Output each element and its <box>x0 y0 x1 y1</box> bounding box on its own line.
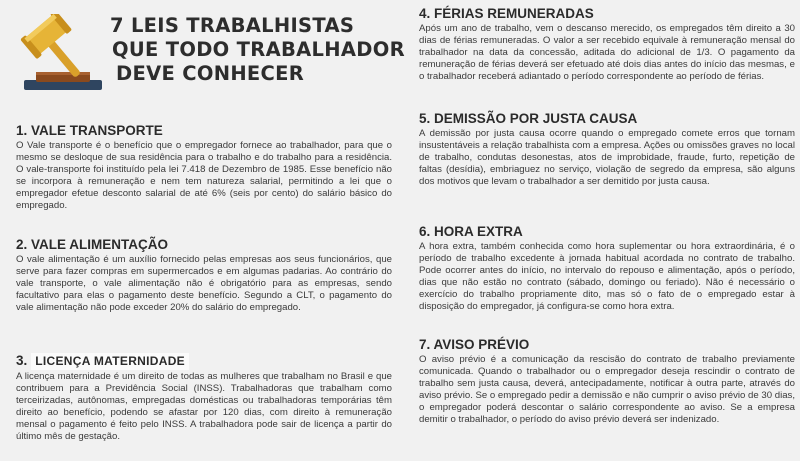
section-heading: 6. HORA EXTRA <box>419 224 523 239</box>
page-title <box>110 14 405 86</box>
section-body: A licença maternidade é um direito de todas as mulheres que trabalham no Brasil e que contribuem para a Previdência Social (INSS). Trabalhadoras que trabalham como terceirizadas, autônomas, empregadas domésticas ou trabalhadoras temporárias têm direito ao benefício, podendo se afastar por 120 dias, com direito à remuneração mensal o pagamento é feito pelo INSS. A trabalhadora pode sair de licença a partir do último mês de gestação. <box>16 371 392 443</box>
section-ferias-remuneradas <box>419 5 795 83</box>
section-heading: 2. VALE ALIMENTAÇÃO <box>16 237 169 252</box>
header <box>6 4 405 116</box>
title-line-2: QUE TODO TRABALHADOR <box>112 38 405 61</box>
section-licenca-maternidade <box>16 352 392 444</box>
section-body: A hora extra, também conhecida como hora suplementar ou hora extraordinária, é o período de trabalho excedente à jornada habitual acordada no contrato de trabalho. Pode ocorrer antes do início, no intervalo do repouso e alimentação, após o período, dias que não estão no contrato (sábado, domingo ou feriado). Não é necessário o exercício do trabalho propriamente dito, mas só o fato de o empregado estar à disposição do empregador, já configura-se como hora extra. <box>419 241 795 313</box>
section-demissao-justa-causa <box>419 110 795 188</box>
section-body: Após um ano de trabalho, vem o descanso merecido, os empregados têm direito a 30 dias de férias remuneradas. O valor a ser recebido equivale à remuneração mensal do trabalhador na data da concessão, aditada do adicional de 1/3. O pagamento da remuneração de férias deverá ser efetuado até dois dias antes do início das mesmas, e o trabalhador receberá adiantado o período correspondente ao período de férias. <box>419 23 795 83</box>
section-hora-extra <box>419 223 795 314</box>
title-line-3: DEVE CONHECER <box>116 62 305 85</box>
section-body: O Vale transporte é o benefício que o empregador fornece ao trabalhador, para que o mesmo se desloque de sua residência para o trabalho e do trabalho para a residência. O vale-transporte foi instituído pela lei 7.418 de Dezembro de 1985. Esse benefício não se incorpora à remuneração e nem tem natureza salarial, permitindo a lei que o empregador efetue desconto salarial de até 6% (seis por cento) do salário básico do empregado. <box>16 140 392 212</box>
section-body: A demissão por justa causa ocorre quando o empregado comete erros que tornam insustentáveis a relação trabalhista com a empresa. Ações ou omissões graves no local de trabalho, condutas desonestas, atos de improbidade, fraude, furto, repetição de faltas (desídia), embriaguez no serviço, violação de segredo da empresa, são alguns dos motivos que levam o trabalhador a ser demitido por justa causa. <box>419 128 795 188</box>
section-vale-transporte <box>16 122 392 213</box>
gavel-icon <box>16 14 106 94</box>
section-vale-alimentacao <box>16 236 392 314</box>
section-number: 3. <box>16 353 28 368</box>
section-heading: 5. DEMISSÃO POR JUSTA CAUSA <box>419 111 638 126</box>
section-heading-label: LICENÇA MATERNIDADE <box>31 353 189 370</box>
section-heading <box>16 352 392 370</box>
section-heading: 1. VALE TRANSPORTE <box>16 123 163 138</box>
section-heading: 4. FÉRIAS REMUNERADAS <box>419 6 594 21</box>
section-aviso-previo <box>419 336 795 427</box>
section-body: O vale alimentação é um auxílio fornecido pelas empresas aos seus funcionários, que serve para fazer compras em supermercados e em algumas padarias. Ao contrário do vale transporte, o vale alimentação não é obrigatório para as empresas, sendo facultativo para elas o pagamento deste benefício. Segundo a CLT, o pagamento do vale alimentação não pode exceder 20% do salário do empregado. <box>16 254 392 314</box>
section-heading: 7. AVISO PRÉVIO <box>419 337 530 352</box>
title-line-1: 7 LEIS TRABALHISTAS <box>110 14 355 37</box>
section-body: O aviso prévio é a comunicação da rescisão do contrato de trabalho previamente comunicada. Quando o trabalhador ou o empregador deseja rescindir o contrato de trabalho sem justa causa, deverá, antecipadamente, notificar à outra parte, através do aviso prévio. Se o empregado pedir a demissão e não cumprir o aviso prévio de 30 dias, o empregador poderá descontar o salário correspondente ao aviso. Se a empresa demitir o trabalhador, o período do aviso prévio deverá ser indenizado. <box>419 354 795 426</box>
